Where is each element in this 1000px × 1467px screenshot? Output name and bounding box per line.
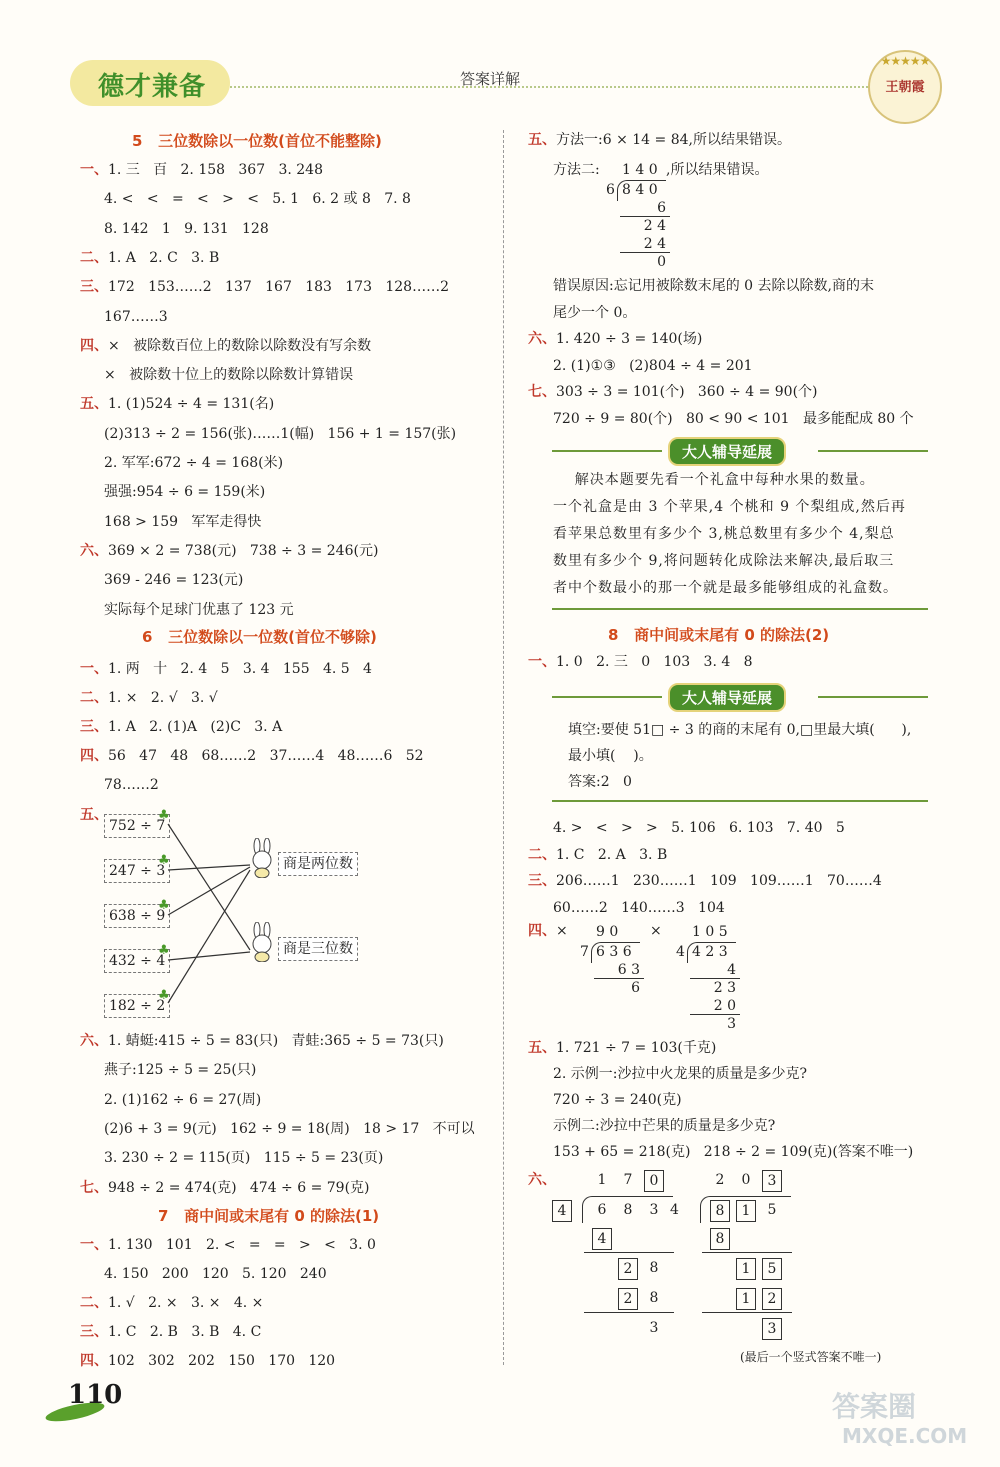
- division-step: 4: [727, 962, 736, 978]
- extension-footer-2: [552, 800, 928, 802]
- answer-text: 153 + 65 = 218(克) 218 ÷ 2 = 109(克)(答案不唯一): [553, 1144, 914, 1160]
- match-expression: 432 ÷ 4: [104, 949, 170, 973]
- answer-line: [104, 1090, 261, 1110]
- sprout-icon: ♣: [158, 943, 170, 958]
- question-label: 一、: [80, 661, 108, 677]
- logo: 德才兼备: [98, 72, 207, 102]
- answer-line: [553, 276, 874, 296]
- answer-line: [80, 541, 378, 561]
- answer-text: 303 ÷ 3 = 101(个) 360 ÷ 4 = 90(个): [556, 384, 818, 400]
- question-4-mark-2: ×: [650, 923, 662, 939]
- answer-line: [553, 898, 725, 918]
- sprout-icon: ♣: [158, 898, 170, 913]
- answer-line: [104, 365, 353, 385]
- answer-line: [80, 659, 372, 679]
- match-expression: 638 ÷ 9: [104, 904, 170, 928]
- match-expression: 752 ÷ 7: [104, 814, 170, 838]
- step-digit: 4: [592, 1228, 612, 1250]
- division-step: 6: [631, 980, 640, 996]
- question-label: 四、: [80, 337, 108, 354]
- answer-text: 1. C 2. A 3. B: [556, 846, 668, 863]
- answer-line: [104, 219, 269, 239]
- question-label: 三、: [80, 719, 108, 735]
- step-digit: 2: [762, 1288, 782, 1310]
- step-digit: 1: [736, 1288, 756, 1310]
- answer-line: [553, 409, 914, 429]
- divisor: 4: [552, 1200, 572, 1222]
- dividend-digit: 1: [736, 1200, 756, 1222]
- answer-line: [528, 130, 791, 150]
- answer-line: [104, 1148, 383, 1168]
- watermark-url: MXQE.COM: [842, 1424, 968, 1448]
- answer-line: [104, 424, 456, 444]
- extension-line: 者中个数最小的那一个就是最多能够组成的礼盒数。: [553, 580, 898, 596]
- answer-line: [80, 1178, 370, 1198]
- division-rule: [702, 1312, 792, 1313]
- answer-line: [528, 652, 753, 672]
- quotient: 1 0 5: [692, 924, 728, 940]
- answer-line: [104, 1119, 475, 1139]
- answer-text: 1. × 2. √ 3. √: [108, 690, 218, 706]
- quotient-digit: 7: [623, 1172, 633, 1188]
- answer-line: [104, 453, 283, 473]
- answer-text: × 被除数十位上的数除以除数计算错误: [104, 367, 354, 384]
- answer-text: 167……3: [104, 308, 168, 325]
- answer-text: 强强:954 ÷ 6 = 159(米): [104, 484, 266, 501]
- sprout-icon: ♣: [158, 808, 170, 823]
- answer-text: 1. 两 十 2. 4 5 3. 4 155 4. 5 4: [108, 661, 372, 677]
- answer-line: [80, 336, 371, 356]
- page-header-title: 答案详解: [460, 70, 521, 88]
- divisor: 7: [580, 944, 589, 960]
- step-digit: 5: [762, 1258, 782, 1280]
- answer-line: [104, 600, 294, 620]
- step-digit: 8: [649, 1260, 659, 1276]
- quotient-digit: 0: [741, 1172, 751, 1188]
- division-step: 6: [657, 200, 666, 216]
- step-digit: 8: [649, 1290, 659, 1306]
- question-label: 五、: [80, 396, 108, 413]
- footnote: (最后一个竖式答案不唯一): [740, 1350, 882, 1364]
- quotient-digit: 2: [715, 1172, 725, 1188]
- answer-text: 206……1 230……1 109 109……1 70……4: [556, 873, 882, 889]
- section-7-title: 7 商中间或末尾有 0 的除法(1): [158, 1207, 380, 1225]
- answer-text: 720 ÷ 3 = 240(克): [553, 1092, 682, 1108]
- matching-lines: [160, 810, 260, 1020]
- publisher-badge: [868, 50, 942, 124]
- question-label: 三、: [80, 279, 108, 296]
- extension-line: 看苹果总数里有多少个 3,桃总数里有多少个 4,梨总: [553, 526, 895, 542]
- answer-text: 720 ÷ 9 = 80(个) 80 < 90 < 101 最多能配成 80 个: [553, 410, 914, 427]
- answer-text: 102 302 202 150 170 120: [108, 1353, 336, 1369]
- extension-title-2: 大人辅导延展: [668, 683, 786, 712]
- answer-line: [553, 1142, 913, 1162]
- answer-text: 4. > < > > 5. 106 6. 103 7. 40 5: [553, 820, 845, 836]
- remainder: 3: [649, 1320, 659, 1336]
- answer-text: × 被除数百位上的数除以除数没有写余数: [108, 337, 372, 354]
- answer-line: [553, 356, 753, 376]
- watermark: 答案圈: [832, 1390, 917, 1423]
- quotient: 9 0: [596, 924, 619, 940]
- answer-text: 实际每个足球门优惠了 123 元: [104, 601, 294, 618]
- section-5-title: 5 三位数除以一位数(首位不能整除): [132, 132, 382, 150]
- answer-text: 1. A 2. (1)A (2)C 3. A: [108, 719, 283, 735]
- answer-line: [528, 871, 882, 891]
- answer-line: [80, 688, 218, 708]
- divisor: 4: [676, 944, 685, 960]
- answer-line: [80, 248, 219, 268]
- answer-text: 1. (1)524 ÷ 4 = 131(名): [108, 396, 275, 413]
- answer-text: 1. √ 2. × 3. × 4. ×: [108, 1295, 264, 1311]
- quotient-digit: 3: [762, 1170, 782, 1192]
- answer-text: 2. (1)162 ÷ 6 = 27(周): [104, 1091, 262, 1108]
- question-label: 六、: [528, 331, 556, 347]
- answer-line: [104, 512, 261, 532]
- answer-text: 369 × 2 = 738(元) 738 ÷ 3 = 246(元): [108, 542, 379, 559]
- answer-text: 4. 150 200 120 5. 120 240: [104, 1266, 327, 1282]
- sprout-icon: ♣: [158, 988, 170, 1003]
- question-label: 二、: [80, 249, 108, 266]
- answer-text: 168 > 159 军军走得快: [104, 513, 262, 530]
- question-label: 一、: [80, 162, 108, 178]
- answer-line: [104, 1060, 256, 1080]
- answer-line: [80, 1322, 261, 1342]
- answer-text: 948 ÷ 2 = 474(克) 474 ÷ 6 = 79(克): [108, 1179, 370, 1196]
- sprout-icon: ♣: [158, 853, 170, 868]
- division-rule: [584, 1312, 674, 1313]
- answer-text: 56 47 48 68……2 37……4 48……6 52: [108, 748, 424, 764]
- question-label: 六、: [80, 542, 108, 559]
- answer-text: 3. 230 ÷ 2 = 115(页) 115 ÷ 5 = 23(页): [104, 1150, 384, 1167]
- question-label: 五、: [528, 132, 556, 148]
- answer-text: 1. A 2. C 3. B: [108, 249, 220, 266]
- question-label: 一、: [528, 654, 556, 670]
- question-4-label: 四、×: [528, 923, 568, 939]
- question-label: 一、: [80, 1237, 108, 1253]
- question-label: 二、: [80, 1295, 108, 1311]
- answer-text: (2)313 ÷ 2 = 156(张)……1(幅) 156 + 1 = 157(张): [104, 425, 457, 442]
- extension-line: 答案:2 0: [568, 774, 632, 790]
- answer-line: [80, 1351, 335, 1371]
- extension-line: 最小填( )。: [568, 748, 653, 764]
- dividend: 6 3 6: [596, 944, 632, 960]
- answer-line: [553, 1064, 807, 1084]
- division-rule: [702, 1252, 792, 1253]
- answer-text: 1. 蜻蜓:415 ÷ 5 = 83(只) 青蛙:365 ÷ 5 = 73(只): [108, 1033, 444, 1049]
- match-result-three-digit: 商是三位数: [278, 937, 358, 961]
- answer-text: 2. (1)①③ (2)804 ÷ 4 = 201: [553, 357, 753, 374]
- match-expression: 247 ÷ 3: [104, 859, 170, 883]
- answer-line: [104, 189, 411, 209]
- question-label: 二、: [528, 846, 556, 863]
- divisor: 4: [670, 1202, 679, 1218]
- answer-line: [553, 1090, 682, 1110]
- answer-line: [104, 482, 265, 502]
- question-label: 二、: [80, 690, 108, 706]
- division-step: 2 4: [643, 236, 666, 252]
- answer-line: [528, 845, 667, 865]
- division-step: 6 3: [617, 962, 640, 978]
- answer-line: [553, 1116, 775, 1136]
- answer-text: 方法一:6 × 14 = 84,所以结果错误。: [556, 132, 791, 148]
- page-number: 110: [68, 1380, 123, 1410]
- answer-line: [553, 303, 636, 323]
- section-8-title: 8 商中间或末尾有 0 的除法(2): [608, 626, 830, 644]
- question-label: 七、: [80, 1179, 108, 1196]
- header-divider: [230, 86, 900, 88]
- extension-line: 数里有多少个 9,将问题转化成除法来解决,最后取三: [553, 553, 895, 569]
- match-result-two-digit: 商是两位数: [278, 852, 358, 876]
- extension-line: 一个礼盒是由 3 个苹果,4 个桃和 9 个梨组成,然后再: [553, 499, 906, 515]
- answer-line: [80, 394, 274, 414]
- answer-text: 78……2: [104, 777, 159, 793]
- answer-line: [80, 717, 282, 737]
- dividend-digit: 8: [623, 1202, 633, 1218]
- answer-line: [528, 1038, 716, 1058]
- answer-text: 尾少一个 0。: [553, 304, 637, 321]
- extension-footer-1: [552, 608, 928, 610]
- answer-text: 1. 130 101 2. < = = > < 3. 0: [108, 1237, 376, 1253]
- question-label: 六、: [80, 1033, 108, 1049]
- quotient: 1 4 0: [622, 162, 658, 178]
- answer-text: 369 - 246 = 123(元): [104, 572, 244, 589]
- divisor: 6: [606, 182, 615, 198]
- dividend-digit: 8: [710, 1200, 730, 1222]
- question-label: 四、: [80, 1353, 108, 1369]
- question-label: 三、: [80, 1324, 108, 1340]
- answer-line: [104, 775, 159, 795]
- answer-text: 60……2 140……3 104: [553, 899, 725, 916]
- method-two-note: ,所以结果错误。: [666, 162, 769, 178]
- answer-line: [80, 1235, 376, 1255]
- quotient-digit: 0: [644, 1170, 664, 1192]
- answer-line: [80, 746, 424, 766]
- quotient-digit: 1: [597, 1172, 607, 1188]
- step-digit: 2: [618, 1288, 638, 1310]
- dividend: 4 2 3: [692, 944, 728, 960]
- answer-text: 2. 军军:672 ÷ 4 = 168(米): [104, 455, 284, 471]
- extension-line: 解决本题要先看一个礼盒中每种水果的数量。: [553, 472, 875, 488]
- division-step: 3: [727, 1016, 736, 1032]
- step-digit: 1: [736, 1258, 756, 1280]
- answer-line: [104, 307, 168, 327]
- answer-text: 错误原因:忘记用被除数末尾的 0 去除以除数,商的末: [553, 278, 874, 294]
- extension-title-1: 大人辅导延展: [668, 437, 786, 466]
- answer-text: 1. 420 ÷ 3 = 140(场): [556, 331, 703, 347]
- answer-line: [528, 382, 818, 402]
- answer-text: 8. 142 1 9. 131 128: [104, 220, 269, 237]
- match-expression: 182 ÷ 2: [104, 994, 170, 1018]
- answer-text: 2. 示例一:沙拉中火龙果的质量是多少克?: [553, 1066, 808, 1082]
- question-label: 四、: [80, 748, 108, 764]
- question-6-label: 六、: [528, 1172, 556, 1188]
- dividend-digit: 6: [597, 1202, 607, 1218]
- answer-text: 1. 0 2. 三 0 103 3. 4 8: [556, 654, 753, 670]
- answer-line: [80, 1293, 263, 1313]
- answer-text: 燕子:125 ÷ 5 = 25(只): [104, 1062, 257, 1079]
- answer-text: 4. < < = < > < 5. 1 6. 2 或 8 7. 8: [104, 191, 411, 208]
- step-digit: 8: [710, 1228, 730, 1250]
- dividend-digit: 5: [767, 1202, 777, 1218]
- division-step: 2 0: [713, 998, 736, 1014]
- answer-line: [80, 160, 323, 180]
- step-digit: 2: [618, 1258, 638, 1280]
- division-step: 2 4: [643, 218, 666, 234]
- answer-line: [104, 570, 243, 590]
- question-label: 五、: [528, 1040, 556, 1056]
- extension-line: 填空:要使 51□ ÷ 3 的商的末尾有 0,□里最大填( ),: [568, 722, 912, 738]
- answer-text: 1. C 2. B 3. B 4. C: [108, 1324, 262, 1340]
- answer-text: 172 153……2 137 167 183 173 128……2: [108, 279, 449, 296]
- answer-text: 1. 721 ÷ 7 = 103(千克): [556, 1040, 717, 1056]
- division-rule: [584, 1252, 674, 1253]
- question-label: 七、: [528, 384, 556, 400]
- answer-text: 1. 三 百 2. 158 367 3. 248: [108, 162, 323, 178]
- dividend: 8 4 0: [622, 182, 658, 198]
- answer-line: [104, 1264, 327, 1284]
- answer-line: [80, 277, 449, 297]
- matching-label: 五、: [80, 807, 108, 823]
- badge-text: 王朝霞: [885, 80, 925, 95]
- division-step: 2 3: [713, 980, 736, 996]
- dividend-digit: 3: [649, 1202, 659, 1218]
- question-label: 三、: [528, 873, 556, 889]
- section-6-title: 6 三位数除以一位数(首位不够除): [142, 628, 377, 646]
- answer-text: 示例二:沙拉中芒果的质量是多少克?: [553, 1118, 776, 1134]
- answer-line: [553, 818, 845, 838]
- method-two-label: 方法二:: [553, 162, 600, 178]
- remainder: 3: [762, 1318, 782, 1340]
- column-divider: [503, 130, 504, 1365]
- stars-icon: ★★★★★: [880, 54, 930, 68]
- answer-line: [528, 329, 702, 349]
- answer-line: [80, 1031, 444, 1051]
- answer-text: (2)6 + 3 = 9(元) 162 ÷ 9 = 18(周) 18 > 17 不可以: [104, 1120, 475, 1137]
- division-step: 0: [657, 254, 666, 270]
